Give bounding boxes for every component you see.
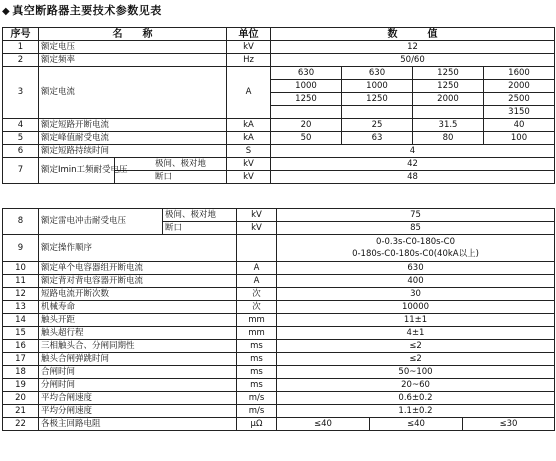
table-row <box>3 327 555 340</box>
current-value: 1000 <box>342 80 413 93</box>
row-no: 5 <box>3 132 39 145</box>
row-value: 630 <box>277 262 555 275</box>
row-value: 400 <box>277 275 555 288</box>
table-row <box>3 145 555 158</box>
row-no: 3 <box>3 67 39 119</box>
row-no: 20 <box>3 392 39 405</box>
row-value: 4 <box>271 145 555 158</box>
row-no: 7 <box>3 158 39 184</box>
current-value: 2000 <box>484 80 555 93</box>
current-value <box>342 106 413 119</box>
spec-table-part2 <box>2 208 555 431</box>
row-name: 额定短路开断电流 <box>39 119 227 132</box>
row-value: ≤30 <box>463 418 555 431</box>
table-row <box>3 418 555 431</box>
row-value: 10000 <box>277 301 555 314</box>
row-unit: μΩ <box>237 418 277 431</box>
current-value: 1600 <box>484 67 555 80</box>
row-unit: kV <box>227 158 271 171</box>
row-value: ≤2 <box>277 340 555 353</box>
table-row <box>3 379 555 392</box>
row-value: 42 <box>271 158 555 171</box>
row-name: 各极主回路电阻 <box>39 418 237 431</box>
row-unit: kA <box>227 132 271 145</box>
row-unit: ms <box>237 366 277 379</box>
row-unit: 次 <box>237 301 277 314</box>
current-value: 1250 <box>271 93 342 106</box>
row-unit: m/s <box>237 392 277 405</box>
row-unit: kV <box>237 222 277 235</box>
row-name: 额定操作顺序 <box>39 235 237 262</box>
row-no: 10 <box>3 262 39 275</box>
row-unit: A <box>237 275 277 288</box>
table-row <box>3 209 555 222</box>
row-value: 75 <box>277 209 555 222</box>
row-value: 4±1 <box>277 327 555 340</box>
row-name: 平均分闸速度 <box>39 405 237 418</box>
row-unit: A <box>227 67 271 119</box>
table-row <box>3 301 555 314</box>
table-row <box>3 314 555 327</box>
row-unit: kV <box>237 209 277 222</box>
row-unit: kA <box>227 119 271 132</box>
row-no: 16 <box>3 340 39 353</box>
row-name: 触头超行程 <box>39 327 237 340</box>
row-value: 25 <box>342 119 413 132</box>
row-no: 15 <box>3 327 39 340</box>
row-no: 21 <box>3 405 39 418</box>
table-row <box>3 288 555 301</box>
table-row <box>3 67 555 80</box>
row-value: ≤40 <box>370 418 463 431</box>
operation-sequence-line2: 0-180s-C0-180s-C0(40kA以上) <box>352 249 479 259</box>
row-name: 触头合闸弹跳时间 <box>39 353 237 366</box>
row-unit: kV <box>227 171 271 184</box>
current-value: 1250 <box>342 93 413 106</box>
row-value: 85 <box>277 222 555 235</box>
sub-label: 极间、极对地 <box>163 209 237 222</box>
current-value: 1250 <box>413 80 484 93</box>
spec-table-part1 <box>2 27 555 184</box>
row-unit <box>237 235 277 262</box>
row-unit: kV <box>227 41 271 54</box>
row-value: 50 <box>271 132 342 145</box>
sub-label: 极间、极对地 <box>115 158 227 171</box>
row-no: 17 <box>3 353 39 366</box>
row-no: 22 <box>3 418 39 431</box>
row-no: 6 <box>3 145 39 158</box>
row-unit: m/s <box>237 405 277 418</box>
header-value: 数 值 <box>271 28 555 41</box>
current-value: 630 <box>342 67 413 80</box>
row-value: 31.5 <box>413 119 484 132</box>
row-no: 1 <box>3 41 39 54</box>
table-row <box>3 353 555 366</box>
table-row <box>3 405 555 418</box>
sub-label: 断口 <box>163 222 237 235</box>
row-value <box>277 235 555 262</box>
row-unit: 次 <box>237 288 277 301</box>
table-row <box>3 262 555 275</box>
row-name: 额定峰值耐受电流 <box>39 132 227 145</box>
row-no: 18 <box>3 366 39 379</box>
row-no: 12 <box>3 288 39 301</box>
row-name: 机械寿命 <box>39 301 237 314</box>
row-name: 短路电流开断次数 <box>39 288 237 301</box>
row-value: 40 <box>484 119 555 132</box>
row-value: 100 <box>484 132 555 145</box>
operation-sequence-line1: 0-0.3s-C0-180s-C0 <box>376 237 455 247</box>
table-row <box>3 366 555 379</box>
row-unit: mm <box>237 327 277 340</box>
table-row <box>3 41 555 54</box>
row-value: 80 <box>413 132 484 145</box>
row-value: ≤40 <box>277 418 370 431</box>
row-value: 20~60 <box>277 379 555 392</box>
row-no: 14 <box>3 314 39 327</box>
row-name: 额定电流 <box>39 67 227 119</box>
row-value: 0.6±0.2 <box>277 392 555 405</box>
row-value: 12 <box>271 41 555 54</box>
table-row <box>3 235 555 262</box>
row-value: 11±1 <box>277 314 555 327</box>
row-no: 11 <box>3 275 39 288</box>
table-row <box>3 392 555 405</box>
current-value: 630 <box>271 67 342 80</box>
row-name: 额定背对背电容器开断电流 <box>39 275 237 288</box>
table-row <box>3 132 555 145</box>
row-no: 13 <box>3 301 39 314</box>
table-row <box>3 275 555 288</box>
current-value <box>271 106 342 119</box>
row-value: 48 <box>271 171 555 184</box>
row-unit: ms <box>237 353 277 366</box>
header-row <box>3 28 555 41</box>
row-name: 额定频率 <box>39 54 227 67</box>
current-value: 2000 <box>413 93 484 106</box>
row-unit: A <box>237 262 277 275</box>
row-name: 额定雷电冲击耐受电压 <box>39 209 163 235</box>
row-no: 9 <box>3 235 39 262</box>
row-value: ≤2 <box>277 353 555 366</box>
row-name: 额定Imin工频耐受电压 <box>39 158 115 184</box>
row-name: 额定单个电容器组开断电流 <box>39 262 237 275</box>
table-title-text: 真空断路器主要技术参数见表 <box>12 4 162 17</box>
current-value: 2500 <box>484 93 555 106</box>
row-unit: Hz <box>227 54 271 67</box>
table-row <box>3 119 555 132</box>
row-unit: S <box>227 145 271 158</box>
header-name: 名 称 <box>39 28 227 41</box>
row-unit: ms <box>237 379 277 392</box>
diamond-icon: ◆ <box>2 6 11 17</box>
header-no: 序号 <box>3 28 39 41</box>
row-value: 50/60 <box>271 54 555 67</box>
row-no: 2 <box>3 54 39 67</box>
row-unit: ms <box>237 340 277 353</box>
header-unit: 单位 <box>227 28 271 41</box>
current-value: 1000 <box>271 80 342 93</box>
row-unit: mm <box>237 314 277 327</box>
row-name: 额定短路持续时间 <box>39 145 227 158</box>
row-no: 8 <box>3 209 39 235</box>
current-value: 3150 <box>484 106 555 119</box>
row-name: 合闸时间 <box>39 366 237 379</box>
table-row <box>3 340 555 353</box>
current-value: 1250 <box>413 67 484 80</box>
row-no: 19 <box>3 379 39 392</box>
row-name: 额定电压 <box>39 41 227 54</box>
table-title <box>2 2 162 18</box>
row-value: 1.1±0.2 <box>277 405 555 418</box>
row-value: 50~100 <box>277 366 555 379</box>
table-row <box>3 54 555 67</box>
row-name: 三相触头合、分闸同期性 <box>39 340 237 353</box>
row-value: 63 <box>342 132 413 145</box>
row-name: 分闸时间 <box>39 379 237 392</box>
row-name: 平均合闸速度 <box>39 392 237 405</box>
row-name: 触头开距 <box>39 314 237 327</box>
row-value: 20 <box>271 119 342 132</box>
row-value: 30 <box>277 288 555 301</box>
sub-label: 断口 <box>115 171 227 184</box>
row-no: 4 <box>3 119 39 132</box>
table-row <box>3 158 555 171</box>
current-value <box>413 106 484 119</box>
